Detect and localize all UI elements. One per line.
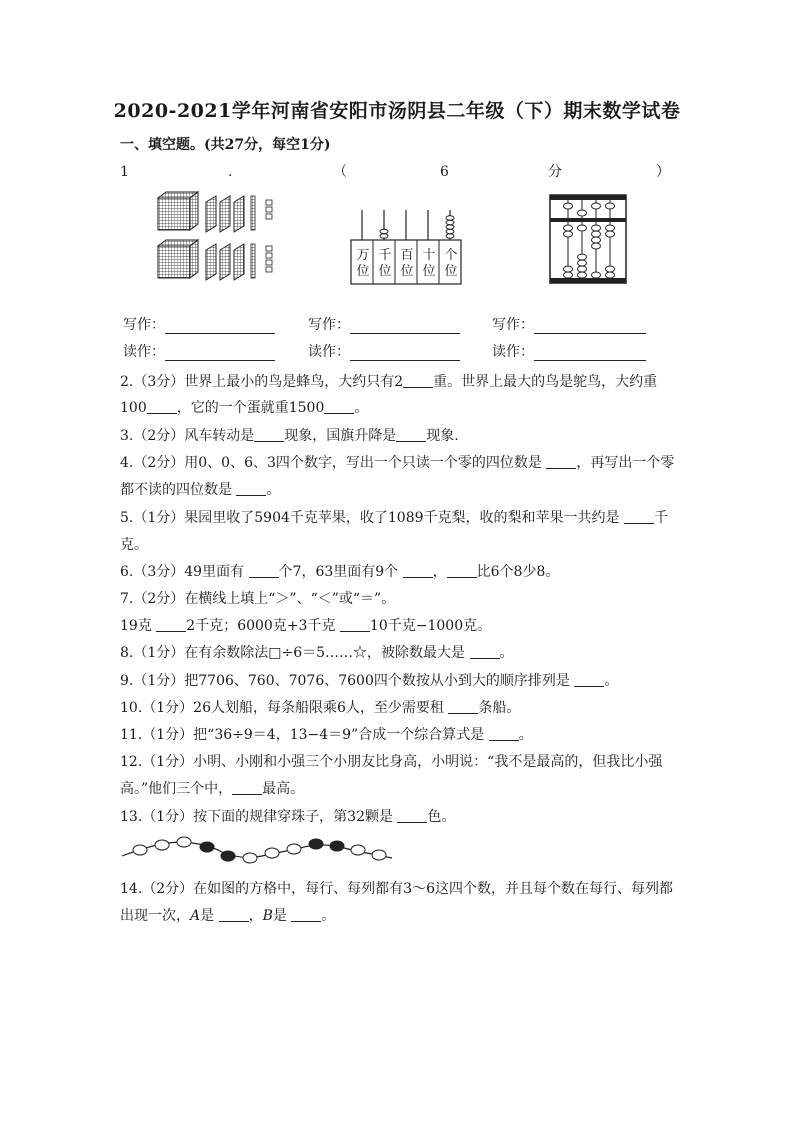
q4-line2: 都不读的四位数是 。: [120, 482, 281, 498]
place-label-qian: 千位: [378, 248, 392, 279]
q4-blank-1[interactable]: [546, 454, 576, 469]
q2-blank-3[interactable]: [324, 399, 354, 414]
q4-blank-2[interactable]: [236, 481, 266, 496]
abacus-figure: [548, 193, 628, 285]
q9-blank[interactable]: [574, 672, 604, 687]
q8-blank[interactable]: [470, 644, 500, 659]
q14-blank-b[interactable]: [291, 907, 321, 922]
read-label-2: 读作：: [308, 341, 460, 361]
q6-blank-1[interactable]: [249, 563, 279, 578]
q8-line: 8.（1分）在有余数除法□÷6＝5……☆，被除数最大是 。: [120, 645, 514, 661]
q1-number: 1: [120, 164, 129, 180]
write-label-1: 写作：: [123, 314, 275, 334]
place-label-bai: 百位: [400, 248, 414, 279]
q3-blank-2[interactable]: [396, 427, 426, 442]
unit-cubes: [266, 200, 272, 272]
q5-line1: 5.（1分）果园里收了5904千克苹果，收了1089千克梨，收的梨和苹果一共约是 千: [120, 510, 668, 526]
q7-line2: 19克 2千克；6000克+3千克 10千克−1000克。: [120, 618, 492, 634]
q13-line: 13.（1分）按下面的规律穿珠子，第32颗是 色。: [120, 809, 456, 825]
q5-line2: 克。: [120, 537, 148, 553]
q4-line1: 4.（2分）用0、0、6、3四个数字，写出一个只读一个零的四位数是 ，再写出一个零: [120, 455, 675, 471]
q14-line2: 出现一次，A是 ，B是 。: [120, 908, 336, 924]
write-label-3: 写作：: [492, 314, 646, 334]
section-heading: 一、填空题。(共27分，每空1分): [120, 137, 331, 153]
hundred-flats-bottom: [206, 244, 244, 280]
q12-blank[interactable]: [232, 780, 262, 795]
q2-blank-1[interactable]: [403, 373, 433, 388]
page-title: 2020-2021学年河南省安阳市汤阴县二年级（下）期末数学试卷: [113, 100, 681, 122]
q14-blank-a[interactable]: [219, 907, 249, 922]
place-label-shi: 十位: [422, 248, 436, 279]
q3-line: 3.（2分）风车转动是 现象，国旗升降是 现象.: [120, 428, 459, 444]
q11-blank[interactable]: [489, 726, 519, 741]
q13-blank[interactable]: [397, 808, 427, 823]
thousand-cube-1: [158, 192, 198, 230]
q10-line: 10.（1分）26人划船，每条船限乘6人，至少需要租 条船。: [120, 700, 521, 716]
q12-line1: 12.（1分）小明、小刚和小强三个小朋友比身高，小明说：“我不是最高的，但我比小强: [120, 754, 663, 770]
write-blank-1[interactable]: [165, 319, 275, 334]
place-label-wan: 万位: [356, 248, 370, 279]
base-ten-blocks-figure: [150, 190, 280, 285]
q2-line2: 100 ，它的一个蛋就重1500 。: [120, 400, 369, 416]
q7-blank-2[interactable]: [340, 617, 370, 632]
q1-dot: .: [228, 164, 233, 180]
q6-blank-2[interactable]: [403, 563, 433, 578]
place-label-ge: 个位: [444, 248, 458, 279]
q7-line1: 7.（2分）在横线上填上“＞”、“＜”或“＝”。: [120, 591, 396, 607]
q6-line: 6.（3分）49里面有 个7，63里面有9个 ， 比6个8少8。: [120, 564, 560, 580]
q5-blank[interactable]: [624, 509, 654, 524]
q1-paren-close: ）: [656, 164, 670, 180]
q10-blank[interactable]: [448, 699, 478, 714]
q6-blank-3[interactable]: [447, 563, 477, 578]
q1-unit: 分: [548, 164, 562, 180]
read-blank-1[interactable]: [165, 346, 275, 361]
q2-blank-2[interactable]: [147, 399, 177, 414]
q1-score: 6: [440, 164, 449, 180]
thousand-cube-2: [158, 240, 198, 278]
q7-blank-1[interactable]: [156, 617, 186, 632]
q1-paren-open: （: [333, 164, 347, 180]
read-blank-3[interactable]: [534, 346, 646, 361]
read-label-1: 读作：: [123, 341, 275, 361]
q14-line1: 14.（2分）在如图的方格中，每行、每列都有3～6这四个数，并且每个数在每行、每列都: [120, 881, 673, 897]
q11-line: 11.（1分）把“36÷9＝4，13−4＝9”合成一个综合算式是 。: [120, 727, 533, 743]
q12-line2: 高。”他们三个中， 最高。: [120, 781, 305, 797]
ten-rods: [251, 196, 255, 278]
q2-line1: 2.（3分）世界上最小的鸟是蜂鸟，大约只有2 重。世界上最大的鸟是鸵鸟，大约重: [120, 374, 658, 390]
write-label-2: 写作：: [308, 314, 460, 334]
read-label-3: 读作：: [492, 341, 646, 361]
write-blank-3[interactable]: [534, 319, 646, 334]
hundred-flats-top: [206, 196, 244, 232]
read-blank-2[interactable]: [350, 346, 460, 361]
write-blank-2[interactable]: [350, 319, 460, 334]
q3-blank-1[interactable]: [254, 427, 284, 442]
bead-string-figure: [122, 834, 392, 866]
q9-line: 9.（1分）把7706、760、7076、7600四个数按从小到大的顺序排列是 。: [120, 673, 619, 689]
